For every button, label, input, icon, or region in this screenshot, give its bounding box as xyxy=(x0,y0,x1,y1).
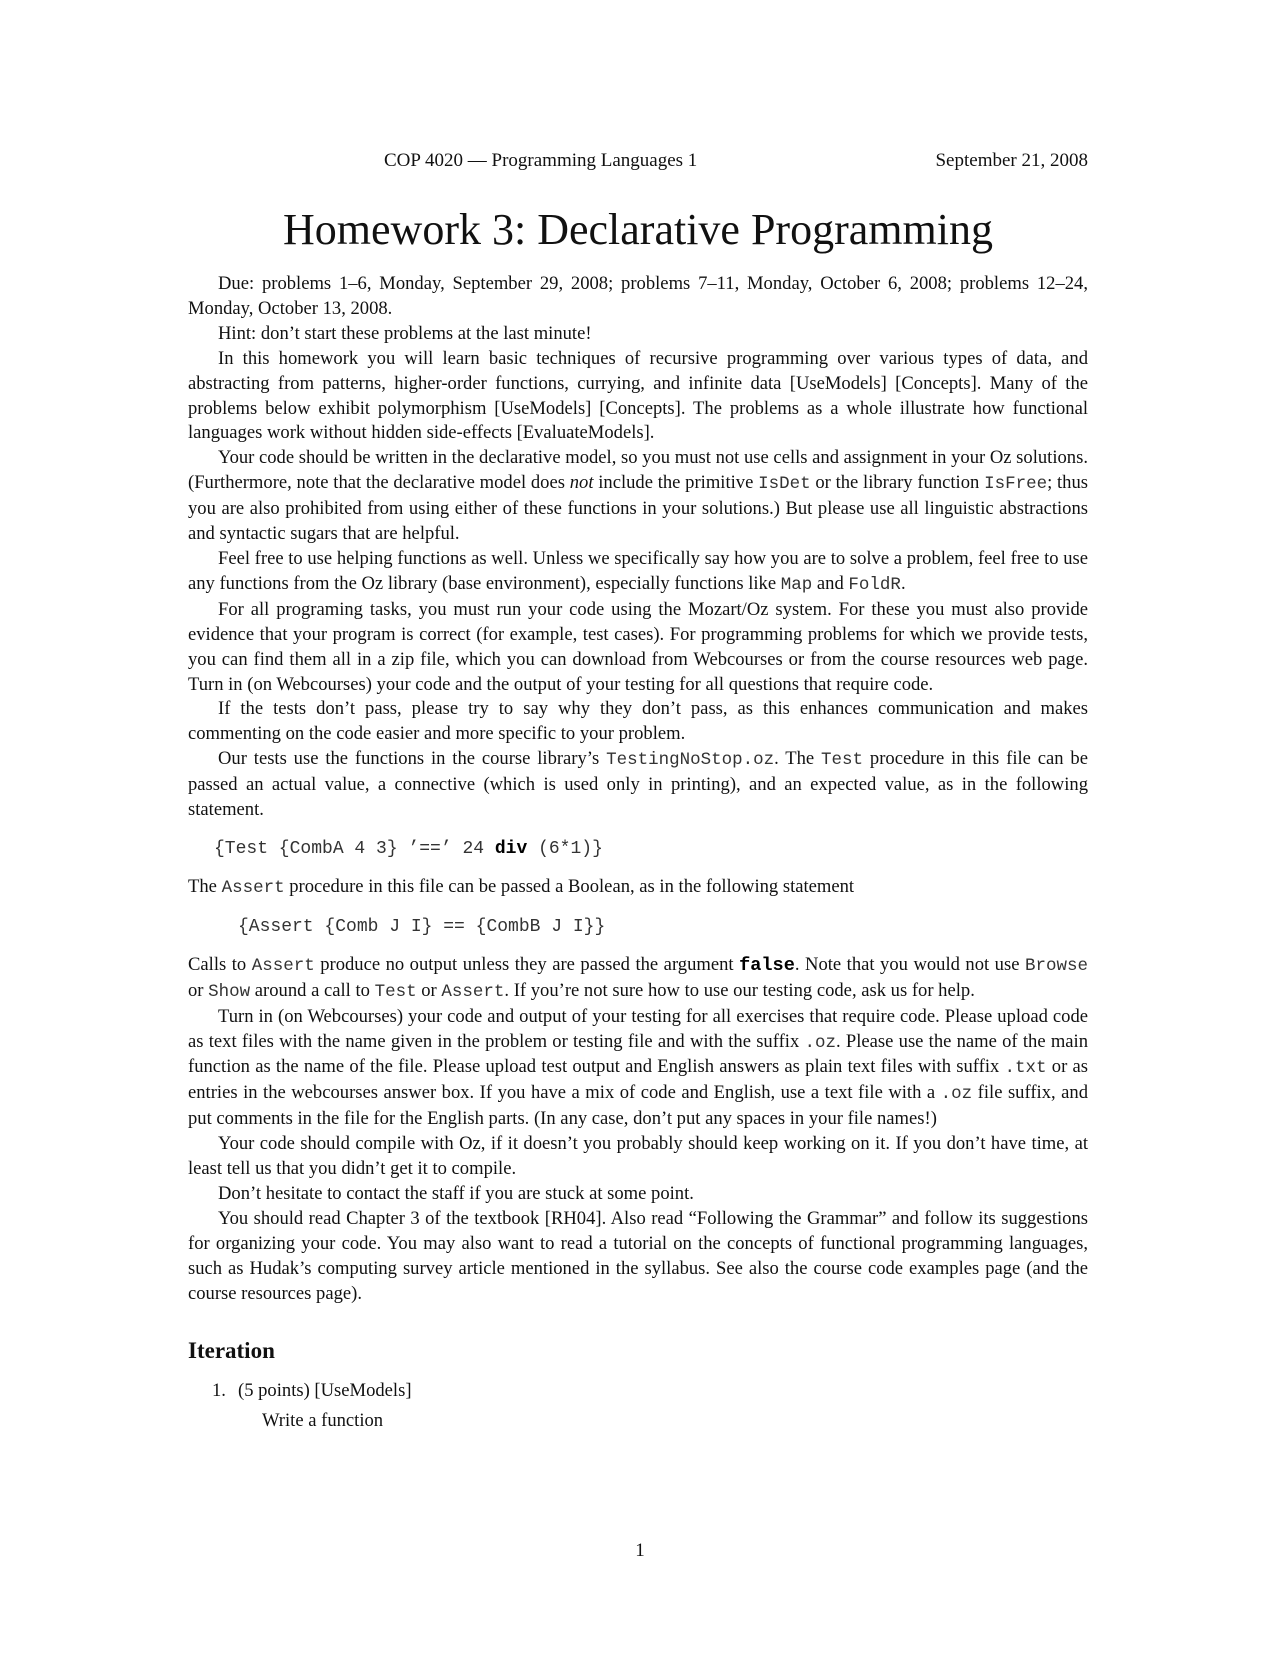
helping-paragraph: Feel free to use helping functions as well. Unless we specifically say how you are to solve a problem, feel free to use any functions from the Oz library (base environment), especially functions like Map and FoldR. xyxy=(188,547,1088,595)
problem-number: 1. xyxy=(212,1379,226,1401)
code-example-test: {Test {CombA 4 3} ’==’ 24 div (6*1)} xyxy=(214,838,603,859)
code-isdet: IsDet xyxy=(758,474,811,495)
code-test: Test xyxy=(821,750,864,771)
code-isfree: IsFree xyxy=(984,474,1048,495)
code-foldr: FoldR xyxy=(848,574,901,595)
tests-pass-paragraph: If the tests don’t pass, please try to say why they don’t pass, as this enhances communication and makes commenting on the code easier and more specific to your problem. xyxy=(188,698,1088,745)
document-title: Homework 3: Declarative Programming xyxy=(283,205,993,254)
assert-paragraph: The Assert procedure in this file can be passed a Boolean, as in the following statement xyxy=(188,875,855,898)
header-date: September 21, 2008 xyxy=(935,150,1088,171)
intro-paragraph: In this homework you will learn basic techniques of recursive programming over various types of data, and abstracting from patterns, higher-order functions, currying, and infinite data [UseModels] [Concepts]. Many of the problems below exhibit polymorphism [UseModels] [Concepts]. The problems as a whole illustrate how functional languages work without hidden side-effects [EvaluateModels]. xyxy=(188,347,1088,444)
problem-label: (5 points) [UseModels] xyxy=(238,1379,412,1401)
programming-paragraph: For all programing tasks, you must run your code using the Mozart/Oz system. For these you must also provide evidence that your program is correct (for example, test cases). For programming problems for which we provide tests, you can find them all in a zip file, which you can download from Webcourses or from the course resources web page. Turn in (on Webcourses) your code and the output of your testing for all questions that require code. xyxy=(188,598,1088,695)
reading-paragraph: You should read Chapter 3 of the textbook [RH04]. Also read “Following the Grammar” and follow its suggestions for organizing your code. You may also want to read a tutorial on the concepts of functional programming languages, such as Hudak’s computing survey article mentioned in the syllabus. See also the course code examples page (and the course resources page). xyxy=(188,1207,1088,1304)
section-heading: Iteration xyxy=(188,1337,275,1363)
hint-paragraph: Hint: don’t start these problems at the last minute! xyxy=(218,322,592,344)
declarative-paragraph: Your code should be written in the declarative model, so you must not use cells and assignment in your Oz solutions. (Furthermore, note that the declarative model does not include the primitive IsDet or the library function IsFree; thus you are also prohibited from using either of these functions in your solutions.) But please use all linguistic abstractions and syntactic sugars that are helpful. xyxy=(188,447,1088,545)
our-tests-paragraph: Our tests use the functions in the course library’s TestingNoStop.oz. The Test procedure in this file can be passed an actual value, a connective (which is used only in printing), and an expected value, as in the following statement. xyxy=(188,748,1088,821)
code-assert: Assert xyxy=(221,877,285,898)
turnin-paragraph: Turn in (on Webcourses) your code and output of your testing for all exercises that require code. Please upload code as text files with the name given in the problem or testing file and with the suffix .oz. Please use the name of the main function as the name of the file. Please upload test output and English answers as plain text files with suffix .txt or as entries in the webcourses answer box. If you have a mix of code and English, use a text file with a .oz file suffix, and put comments in the file for the English parts. (In any case, don’t put any spaces in your file names!) xyxy=(188,1005,1089,1130)
due-paragraph: Due: problems 1–6, Monday, September 29, 2008; problems 7–11, Monday, October 6, 2008; problems 12–24, Monday, October 13, 2008. xyxy=(188,273,1088,319)
problem-text: Write a function xyxy=(262,1410,384,1432)
code-map: Map xyxy=(780,574,813,595)
code-testing-file: TestingNoStop.oz xyxy=(606,750,775,771)
contact-paragraph: Don’t hesitate to contact the staff if you are stuck at some point. xyxy=(218,1183,694,1204)
page-number: 1 xyxy=(635,1540,645,1561)
code-example-assert: {Assert {Comb J I} == {CombB J I}} xyxy=(238,916,606,937)
page-header xyxy=(188,150,1088,174)
problem-item xyxy=(212,1379,1088,1435)
course-title: COP 4020 — Programming Languages 1 xyxy=(384,150,698,171)
document-body xyxy=(188,272,1088,1434)
compile-paragraph: Your code should compile with Oz, if it doesn’t you probably should keep working on it. If you don’t have time, at least tell us that you didn’t get it to compile. xyxy=(188,1133,1088,1180)
calls-paragraph: Calls to Assert produce no output unless they are passed the argument false. Note that you would not use Browse or Show around a call to Test or Assert. If you’re not sure how to use our testing code, ask us for help. xyxy=(188,953,1088,1002)
